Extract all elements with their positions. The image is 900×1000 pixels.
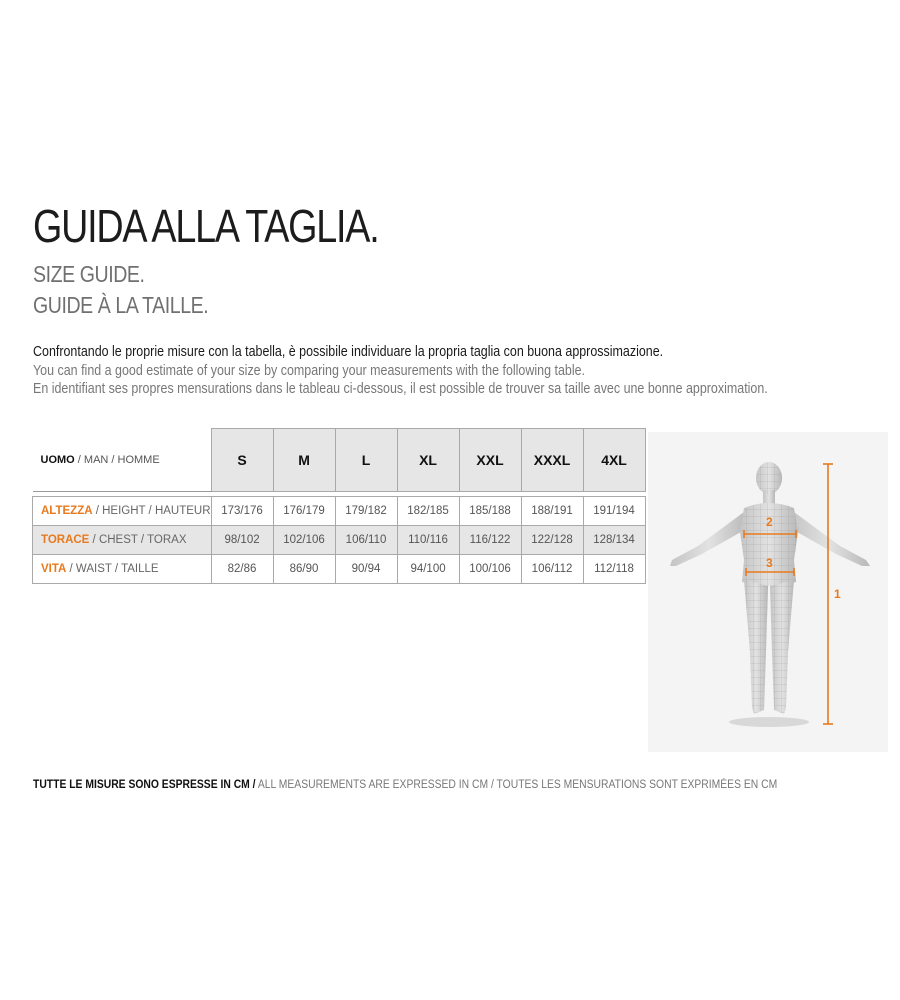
- table-cell: 122/128: [521, 526, 583, 555]
- table-row-waist: [33, 555, 646, 584]
- table-cell: 185/188: [459, 497, 521, 526]
- table-cell: 173/176: [211, 497, 273, 526]
- size-header: XXL: [459, 429, 521, 492]
- gender-label: UOMO: [40, 453, 75, 466]
- table-cell: 106/110: [335, 526, 397, 555]
- marker-chest: 2: [766, 515, 773, 529]
- table-cell: 86/90: [273, 555, 335, 584]
- size-header: M: [273, 429, 335, 492]
- table-corner-label: [33, 429, 212, 492]
- intro-italian: Confrontando le proprie misure con la tabella, è possibile individuare la propria taglia con buona approssimazione.: [33, 344, 664, 360]
- table-cell: 90/94: [335, 555, 397, 584]
- intro-french: En identifiant ses propres mensurations dans le tableau ci-dessous, il est possible de trouver sa taille avec une bonne approximation.: [33, 381, 768, 397]
- size-table: [32, 428, 646, 584]
- size-header: L: [335, 429, 397, 492]
- table-cell: 110/116: [397, 526, 459, 555]
- measurement-units-note: [33, 779, 777, 791]
- table-cell: 179/182: [335, 497, 397, 526]
- table-cell: 98/102: [211, 526, 273, 555]
- size-header: S: [211, 429, 273, 492]
- size-header: XXXL: [521, 429, 583, 492]
- table-row-height: [33, 497, 646, 526]
- table-cell: 128/134: [583, 526, 645, 555]
- units-note-translations: ALL MEASUREMENTS ARE EXPRESSED IN CM / TOUTES LES MENSURATIONS SONT EXPRIMÉES EN CM: [255, 779, 778, 791]
- intro-english: You can find a good estimate of your size by comparing your measurements with the following table.: [33, 363, 585, 379]
- body-measurement-figure: [648, 432, 888, 752]
- size-header-row: [33, 429, 646, 492]
- row-label-waist: VITA / WAIST / TAILLE: [33, 555, 212, 584]
- table-row-chest: [33, 526, 646, 555]
- row-label-height: ALTEZZA / HEIGHT / HAUTEUR: [33, 497, 212, 526]
- table-cell: 82/86: [211, 555, 273, 584]
- table-cell: 100/106: [459, 555, 521, 584]
- marker-height: 1: [834, 587, 841, 601]
- table-cell: 94/100: [397, 555, 459, 584]
- table-cell: 102/106: [273, 526, 335, 555]
- gender-label-translations: / MAN / HOMME: [74, 453, 160, 466]
- table-cell: 106/112: [521, 555, 583, 584]
- subtitle-fr: GUIDE À LA TAILLE.: [33, 292, 209, 318]
- size-header: XL: [397, 429, 459, 492]
- page-title: GUIDA ALLA TAGLIA.: [33, 200, 379, 252]
- row-label-chest: TORACE / CHEST / TORAX: [33, 526, 212, 555]
- table-cell: 188/191: [521, 497, 583, 526]
- table-cell: 191/194: [583, 497, 645, 526]
- size-header: 4XL: [583, 429, 645, 492]
- table-cell: 176/179: [273, 497, 335, 526]
- table-cell: 182/185: [397, 497, 459, 526]
- table-cell: 116/122: [459, 526, 521, 555]
- units-note-italian: TUTTE LE MISURE SONO ESPRESSE IN CM /: [33, 779, 256, 791]
- subtitle-en: SIZE GUIDE.: [33, 261, 145, 287]
- table-cell: 112/118: [583, 555, 645, 584]
- mannequin-illustration: [648, 432, 888, 752]
- marker-waist: 3: [766, 556, 773, 570]
